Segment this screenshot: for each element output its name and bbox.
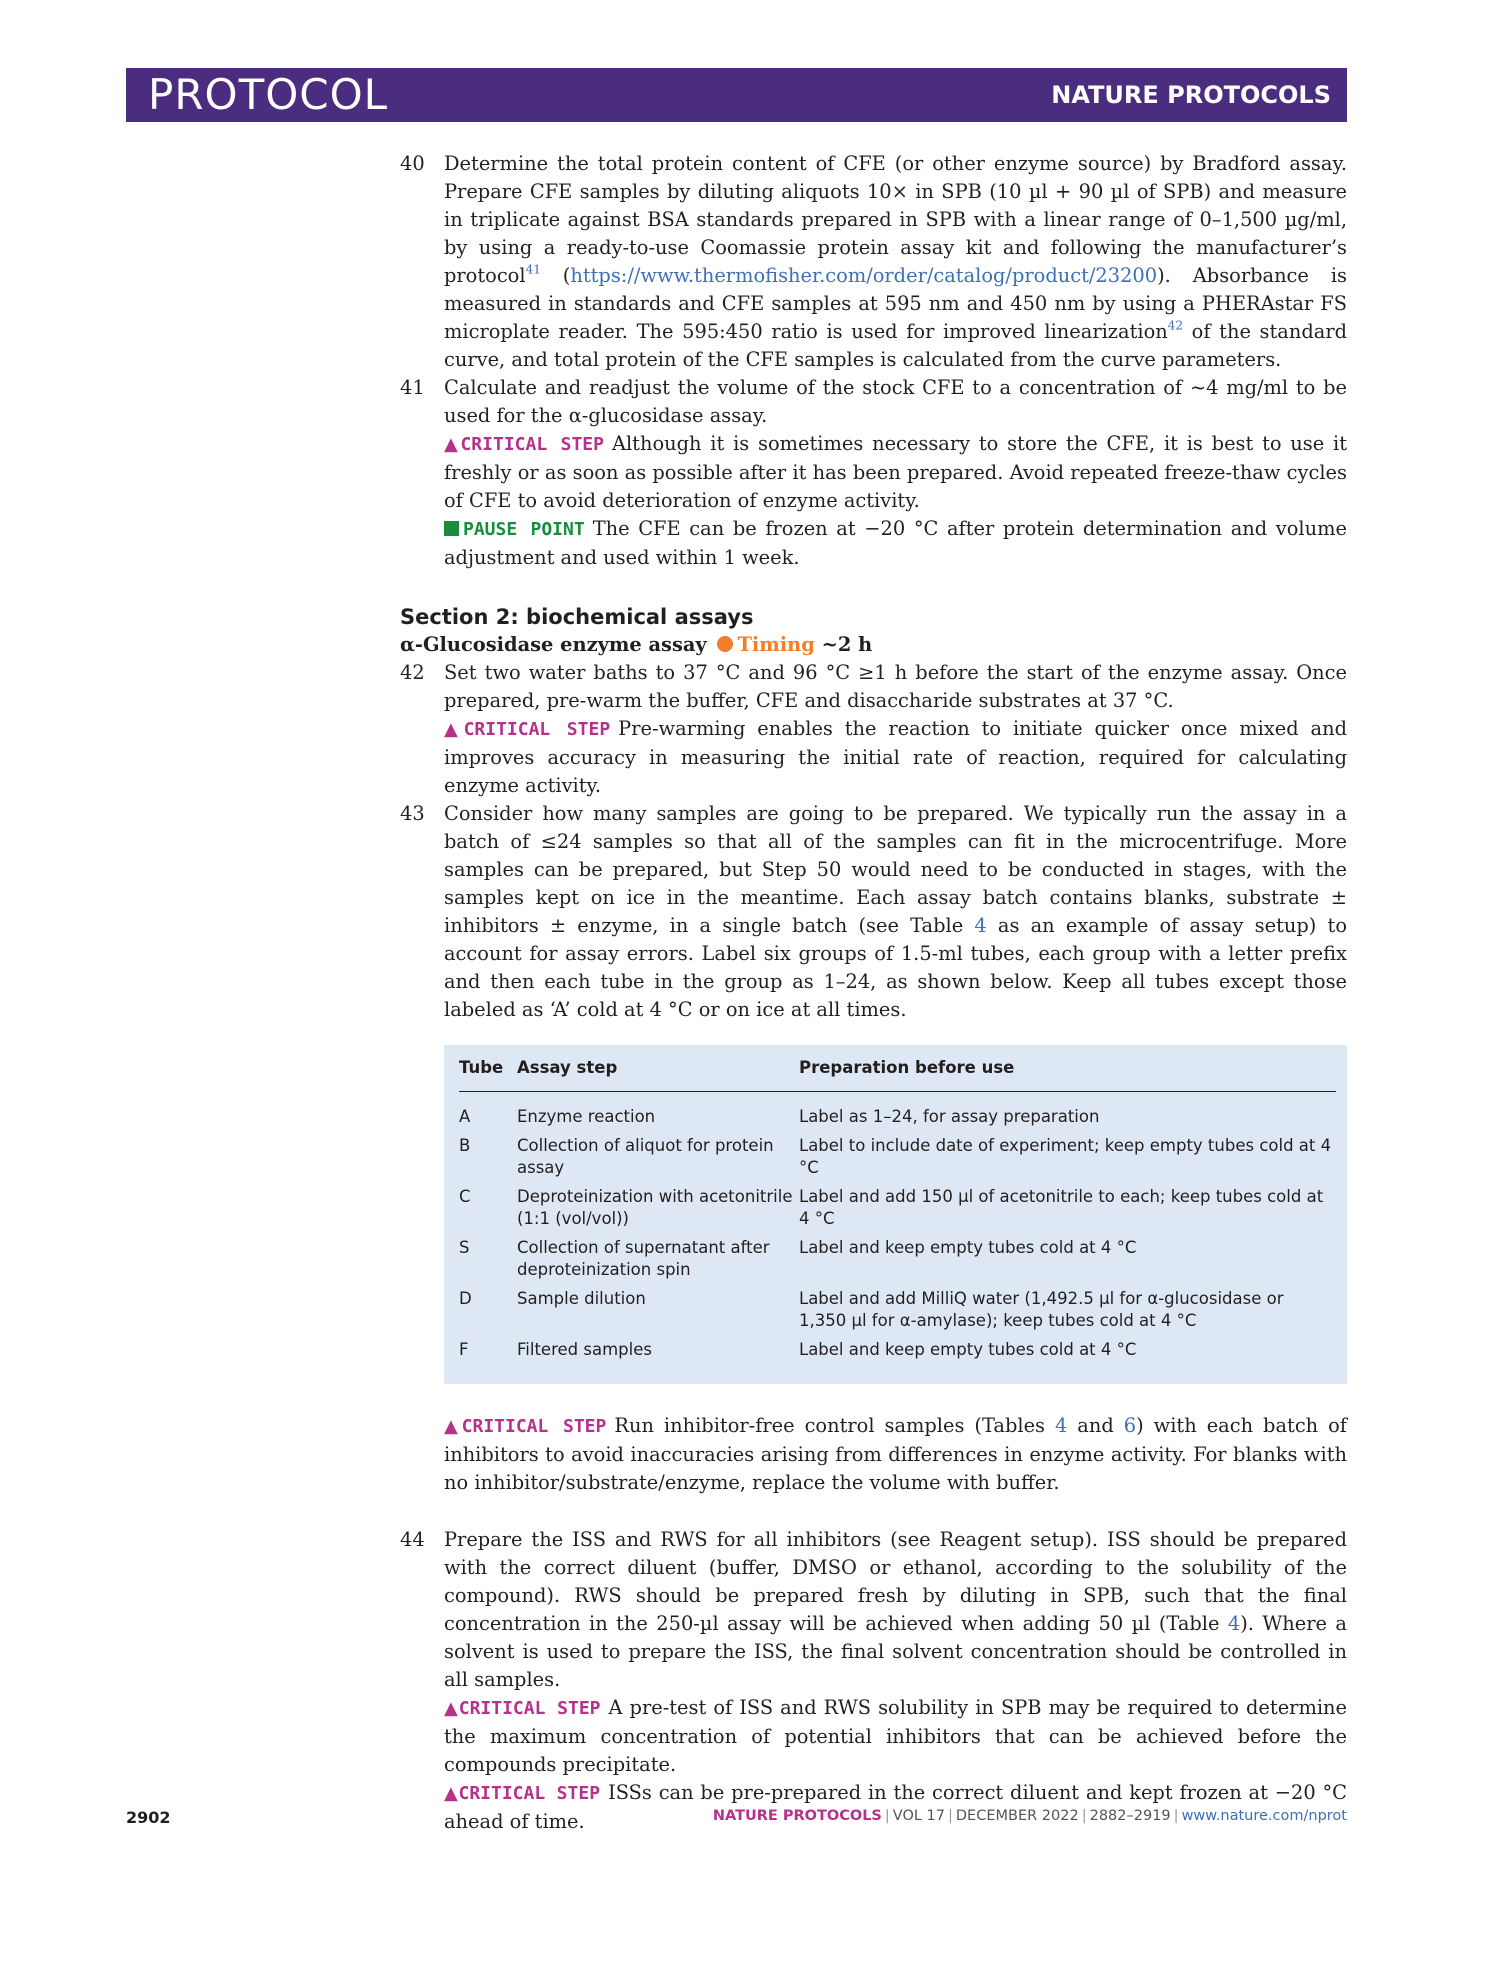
table-cell: Sample dilution (517, 1289, 646, 1308)
step-text: Prepare the ISS and RWS for all inhibitors (see Reagent setup). ISS should be prepared with the correct diluent (buffer, DMSO or ethanol, according to the solubility of the compound). RWS should be prepared fresh by diluting in SPB, such that the final concentration in the 250-µl assay will be achieved when adding 50 µl (Table (444, 1528, 1347, 1635)
critical-step-label: ▲CRITICAL STEP (444, 1416, 607, 1437)
table-row (459, 1131, 1336, 1182)
critical-step-note: ▲CRITICAL STEP A pre-test of ISS and RWS solubility in SPB may be required to determine the maximum concentration of potential inhibitors that can be achieved before the compounds precipitate. (444, 1696, 1347, 1776)
timing-dot-icon (717, 636, 733, 652)
table-ref-link[interactable]: 4 (974, 914, 987, 937)
reference-link[interactable]: 42 (1167, 318, 1184, 333)
url-link[interactable]: https://www.thermofisher.com/order/catalog/product/23200 (570, 264, 1158, 287)
step-text: ( (540, 264, 571, 287)
header-banner (126, 68, 1347, 122)
table-cell: Collection of aliquot for protein assay (517, 1136, 774, 1177)
step-text: ). Where a solvent is used to prepare the ISS, the final solvent concentration should be controlled in all samples. (444, 1612, 1347, 1691)
table-cell: F (459, 1340, 469, 1359)
table-cell: Label to include date of experiment; keep empty tubes cold at 4 °C (799, 1136, 1332, 1177)
step-text: Set two water baths to 37 °C and 96 °C ≥1 h before the start of the enzyme assay. Once prepared, pre-warm the buffer, CFE and disaccharide substrates at 37 °C. (444, 661, 1347, 712)
table-row (459, 1092, 1336, 1132)
critical-step-note: ▲CRITICAL STEP Although it is sometimes necessary to store the CFE, it is best to use it freshly or as soon as possible after it has been prepared. Avoid repeated freeze-thaw cycles of CFE to avoid deterioration of enzyme activity. (444, 432, 1347, 512)
table-cell: Filtered samples (517, 1340, 652, 1359)
step-43-critical (400, 1412, 1347, 1497)
table-row (459, 1335, 1336, 1364)
table-cell: C (459, 1187, 471, 1206)
step-44 (400, 1526, 1347, 1836)
section-title: Section 2: biochemical assays (400, 605, 754, 629)
reference-link[interactable]: 41 (525, 262, 541, 277)
table-row (459, 1182, 1336, 1233)
table-cell: Deproteinization with acetonitrile (1:1 (vol/vol)) (517, 1187, 793, 1228)
table-cell: D (459, 1289, 472, 1308)
footer-date: DECEMBER 2022 (955, 1808, 1079, 1824)
table-cell: A (459, 1107, 471, 1126)
step-number: 40 (400, 152, 425, 175)
step-text: of the standard curve, and total protein of the CFE samples is calculated from the curve parameters. (444, 320, 1347, 371)
footer-citation: NATURE PROTOCOLS | VOL 17 | DECEMBER 2022 | 2882–2919 | www.nature.com/nprot (712, 1808, 1347, 1824)
warning-triangle-icon: ▲ (444, 1416, 462, 1437)
table-cell: Label and add MilliQ water (1,492.5 µl for α-glucosidase or 1,350 µl for α-amylase); keep tubes cold at 4 °C (799, 1289, 1284, 1330)
timing-value: ~2 h (821, 633, 873, 656)
step-40 (400, 150, 1347, 374)
subsection-title: α-Glucosidase enzyme assay Timing ~2 h (400, 633, 873, 656)
warning-triangle-icon: ▲ (444, 1698, 459, 1719)
step-43 (400, 800, 1347, 1024)
table-cell: Collection of supernatant after deproteinization spin (517, 1238, 770, 1279)
table-cell: S (459, 1238, 470, 1257)
step-text: ). Absorbance is measured in standards and CFE samples at 595 nm and 450 nm by using a PHERAstar FS microplate reader. The 595:450 ratio is used for improved linearization (444, 264, 1347, 343)
journal-name: NATURE PROTOCOLS (1051, 81, 1331, 109)
main-content (400, 150, 1347, 1836)
timing-label: Timing (737, 633, 815, 656)
table-cell: Label and keep empty tubes cold at 4 °C (799, 1340, 1137, 1359)
step-42 (400, 659, 1347, 800)
column-header: Tube (459, 1057, 517, 1092)
step-41 (400, 374, 1347, 572)
table-row (459, 1284, 1336, 1335)
footer-url-link[interactable]: www.nature.com/nprot (1181, 1808, 1347, 1824)
table-header-row (459, 1057, 1336, 1092)
step-number: 43 (400, 802, 425, 825)
step-number: 41 (400, 376, 425, 399)
step-number: 44 (400, 1528, 425, 1551)
table-cell: Label as 1–24, for assay preparation (799, 1107, 1100, 1126)
pause-point-note: PAUSE POINT The CFE can be frozen at −20 °C after protein determination and volume adjustment and used within 1 week. (444, 517, 1347, 569)
critical-step-label: ▲CRITICAL STEP (444, 1698, 601, 1719)
warning-triangle-icon: ▲ (444, 1783, 459, 1804)
warning-triangle-icon: ▲ (444, 719, 464, 740)
critical-step-note: ▲CRITICAL STEP Run inhibitor-free control samples (Tables 4 and 6) with each batch of inhibitors to avoid inaccuracies arising from differences in enzyme activity. For blanks with no inhibitor/substrate/enzyme, replace the volume with buffer. (444, 1414, 1347, 1494)
page-number: 2902 (126, 1808, 171, 1827)
step-text: as an example of assay setup) to account for assay errors. Label six groups of 1.5-ml tubes, each group with a letter prefix and then each tube in the group as 1–24, as shown below. Keep all tubes except those labeled as ‘A’ cold at 4 °C or on ice at all times. (444, 914, 1348, 1021)
column-header: Preparation before use (799, 1057, 1336, 1092)
pause-square-icon (444, 521, 459, 536)
step-text: Determine the total protein content of CFE (or other enzyme source) by Bradford assay. Prepare CFE samples by diluting aliquots 10× in SPB (10 µl + 90 µl of SPB) and measure in triplicate against BSA standards prepared in SPB with a linear range of 0–1,500 µg/ml, by using a ready-to-use Coomassie protein assay kit and following the manufacturer’s protocol (444, 152, 1347, 287)
table-ref-link[interactable]: 4 (1227, 1612, 1241, 1635)
section-label: PROTOCOL (148, 70, 389, 119)
critical-step-note: ▲CRITICAL STEP ISSs can be pre-prepared in the correct diluent and kept frozen at −20 °C ahead of time. (444, 1781, 1348, 1833)
critical-step-label: ▲CRITICAL STEP (444, 434, 604, 455)
table-cell: Label and keep empty tubes cold at 4 °C (799, 1238, 1137, 1257)
footer-volume: VOL 17 (892, 1808, 945, 1824)
step-text: Calculate and readjust the volume of the stock CFE to a concentration of ~4 mg/ml to be used for the α-glucosidase assay. (444, 376, 1347, 427)
step-text: Consider how many samples are going to be prepared. We typically run the assay in a batch of ≤24 samples so that all of the samples can fit in the microcentrifuge. More samples can be prepared, but Step 50 would need to be conducted in stages, with the samples kept on ice in the meantime. Each assay batch contains blanks, substrate ± inhibitors ± enzyme, in a single batch (see Table (444, 802, 1347, 937)
tube-table (444, 1045, 1347, 1384)
table-ref-link[interactable]: 4 (1054, 1414, 1068, 1437)
table-cell: Label and add 150 µl of acetonitrile to each; keep tubes cold at 4 °C (799, 1187, 1324, 1228)
footer-pages: 2882–2919 (1089, 1808, 1171, 1824)
pause-point-label: PAUSE POINT (444, 519, 585, 540)
table-ref-link[interactable]: 6 (1123, 1414, 1137, 1437)
critical-step-note: ▲CRITICAL STEP Pre-warming enables the reaction to initiate quicker once mixed and improves accuracy in measuring the initial rate of reaction, required for calculating enzyme activity. (444, 717, 1347, 797)
table-cell: Enzyme reaction (517, 1107, 656, 1126)
table-cell: B (459, 1136, 471, 1155)
footer-journal: NATURE PROTOCOLS (712, 1808, 882, 1824)
critical-step-label: ▲CRITICAL STEP (444, 719, 611, 740)
critical-step-label: ▲CRITICAL STEP (444, 1783, 601, 1804)
table-row (459, 1233, 1336, 1284)
step-number: 42 (400, 661, 425, 684)
column-header: Assay step (517, 1057, 799, 1092)
warning-triangle-icon: ▲ (444, 434, 461, 455)
